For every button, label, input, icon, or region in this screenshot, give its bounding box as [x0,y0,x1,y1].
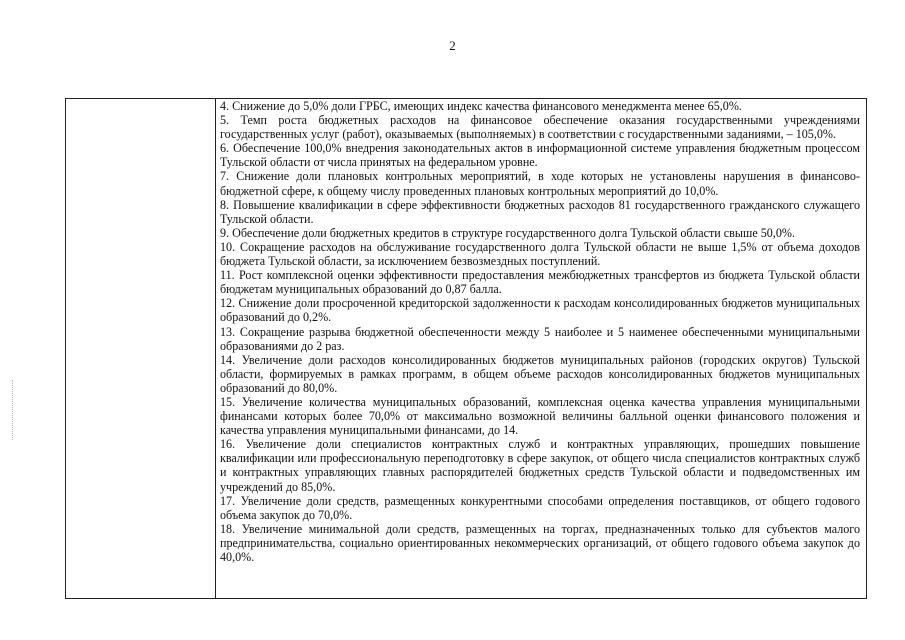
list-item-13: 13. Сокращение разрыва бюджетной обеспеченности между 5 наиболее и 5 наименее обеспеченными муниципальными образованиями до 2 раз. [220,324,860,353]
list-item-8: 8. Повышение квалификации в сфере эффективности бюджетных расходов 81 государственного гражданского служащего Тульской области. [220,197,860,226]
list-item-11: 11. Рост комплексной оценки эффективности предоставления межбюджетных трансфертов из бюджета Тульской области бюджетам муниципальных образований до 0,87 балла. [220,268,860,297]
list-item-9: 9. Обеспечение доли бюджетных кредитов в структуре государственного долга Тульской области свыше 50,0%. [220,225,795,240]
table-right-column [216,99,866,598]
table-left-column [66,99,216,598]
list-item-16: 16. Увеличение доли специалистов контрактных служб и контрактных управляющих, прошедших повышение квалификации или профессиональную переподготовку в сфере закупок, от общего числа специалистов контрактных служб и контрактных управляющих главных распорядителей бюджетных средств Тульской области и подведомственных им учреждений до 85,0%. [220,437,860,494]
scan-margin-mark [12,380,15,440]
list-item-17: 17. Увеличение доли средств, размещенных конкурентными способами определения поставщиков, от общего годового объема закупок до 70,0%. [220,493,860,522]
list-item-4: 4. Снижение до 5,0% доли ГРБС, имеющих индекс качества финансового менеджмента менее 65,0%. [220,99,742,113]
list-item-18: 18. Увеличение минимальной доли средств, размещенных на торгах, предназначенных только для субъектов малого предпринимательства, социально ориентированных некоммерческих организаций, от общего годового объема закупок до 40,0%. [220,521,860,564]
list-item-5: 5. Темп роста бюджетных расходов на финансовое обеспечение оказания государственными учреждениями государственных услуг (работ), оказываемых (выполняемых) в соответствии с государственными заданиями, – 105,0%. [220,113,860,142]
list-item-7: 7. Снижение доли плановых контрольных мероприятий, в ходе которых не установлены нарушения в финансово-бюджетной сфере, к общему числу проведенных плановых контрольных мероприятий до 10,0%. [220,169,860,198]
document-table [65,98,867,599]
list-item-6: 6. Обеспечение 100,0% внедрения законодательных актов в информационной системе управления бюджетным процессом Тульской области от числа принятых на федеральном уровне. [220,141,860,170]
list-item-15: 15. Увеличение количества муниципальных образований, комплексная оценка качества управления муниципальными финансами которых более 70,0% от максимально возможной величины балльной оценки финансового положения и качества управления муниципальными финансами, до 14. [220,394,860,438]
list-item-12: 12. Снижение доли просроченной кредиторской задолженности к расходам консолидированных бюджетов муниципальных образований до 0,2%. [220,296,860,325]
page-number: 2 [449,38,456,53]
list-item-10: 10. Сокращение расходов на обслуживание государственного долга Тульской области не выше 1,5% от объема доходов бюджета Тульской области, за исключением безвозмездных поступлений. [220,239,860,269]
list-item-14: 14. Увеличение доли расходов консолидированных бюджетов муниципальных районов (городских округов) Тульской области, формируемых в рамках программ, в общем объеме расходов консолидированных бюджетов муниципальных образований до 80,0%. [220,352,860,395]
